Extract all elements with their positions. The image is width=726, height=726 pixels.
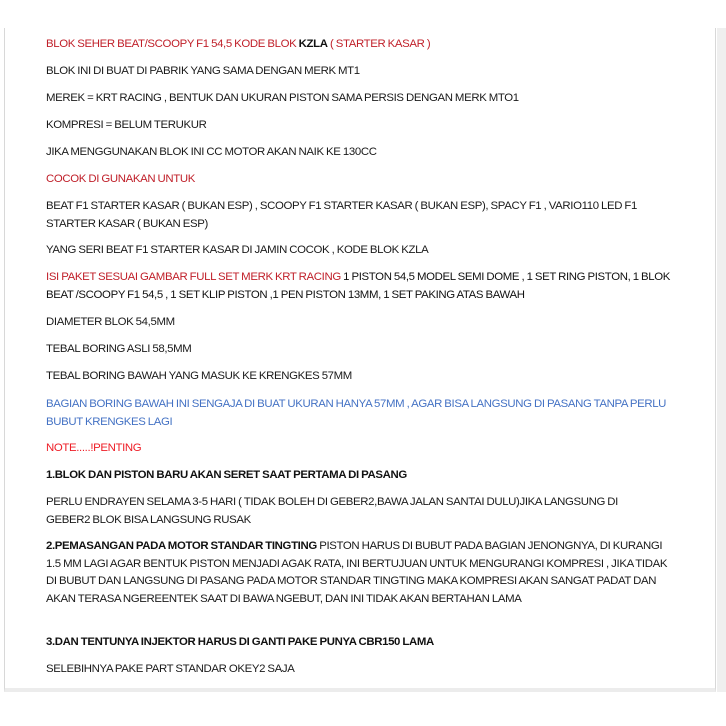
note-heading: NOTE.....!PENTING bbox=[46, 442, 142, 454]
note3-heading: 3.DAN TENTUNYA INJEKTOR HARUS DI GANTI PAKE PUNYA CBR150 LAMA bbox=[46, 636, 434, 648]
compression-line: KOMPRESI = BELUM TERUKUR bbox=[46, 119, 207, 131]
compatibility-guarantee: YANG SERI BEAT F1 STARTER KASAR DI JAMIN COCOK , KODE BLOK KZLA bbox=[46, 244, 429, 256]
boring-note: BAGIAN BORING BAWAH INI SENGAJA DI BUAT UKURAN HANYA 57MM , AGAR BISA LANGSUNG DI PASANG TANPA PERLU BUBUT KRENGKES LAGI bbox=[46, 398, 667, 428]
title-suffix: ( STARTER KASAR ) bbox=[327, 38, 431, 50]
package-items: 1 PISTON 54,5 MODEL SEMI DOME , 1 SET RING PISTON, 1 BLOK BEAT /SCOOPY F1 54,5 , 1 SET KLIP PISTON ,1 PEN PISTON 13MM, 1 SET PAKING ATAS BAWAH bbox=[46, 271, 671, 301]
closing-line: SELEBIHNYA PAKE PART STANDAR OKEY2 SAJA bbox=[46, 663, 295, 675]
spec-boring-lower: TEBAL BORING BAWAH YANG MASUK KE KRENGKES 57MM bbox=[46, 370, 352, 382]
package-contents bbox=[46, 269, 671, 304]
compatibility-heading: COCOK DI GUNAKAN UNTUK bbox=[46, 173, 196, 185]
right-gutter bbox=[717, 28, 726, 692]
factory-line: BLOK INI DI BUAT DI PABRIK YANG SAMA DENGAN MERK MT1 bbox=[46, 65, 360, 77]
note2-body: PISTON HARUS DI BUBUT PADA BAGIAN JENONGNYA, DI KURANGI 1.5 MM LAGI AGAR BENTUK PISTON MENJADI AGAK RATA, INI BERTUJUAN UNTUK MENGURANGI KOMPRESI , JIKA TIDAK DI BUBUT DAN LANGSUNG DI PASANG PADA MOTOR STANDAR TINGTING MAKA KOMPRESI AKAN SANGAT PADAT DAN AKAN TERASA NGEREENTEK SAAT DI BAWA NGEBUT, DAN INI TIDAK AKAN BERTAHAN LAMA bbox=[46, 540, 668, 605]
brand-line: MEREK = KRT RACING , BENTUK DAN UKURAN PISTON SAMA PERSIS DENGAN MERK MTO1 bbox=[46, 92, 519, 104]
note2 bbox=[46, 538, 676, 608]
package-label: ISI PAKET SESUAI GAMBAR FULL SET MERK KRT RACING bbox=[46, 271, 341, 283]
spec-boring-original: TEBAL BORING ASLI 58,5MM bbox=[46, 343, 192, 355]
title-text: BLOK SEHER BEAT/SCOOPY F1 54,5 KODE BLOK bbox=[46, 38, 299, 50]
spec-diameter: DIAMETER BLOK 54,5MM bbox=[46, 316, 175, 328]
note2-heading: 2.PEMASANGAN PADA MOTOR STANDAR TINGTING bbox=[46, 540, 317, 552]
note1-body: PERLU ENDRAYEN SELAMA 3-5 HARI ( TIDAK BOLEH DI GEBER2,BAWA JALAN SANTAI DULU)JIKA LANGSUNG DI GEBER2 BLOK BISA LANGSUNG RUSAK bbox=[46, 496, 618, 526]
product-title bbox=[46, 36, 676, 54]
block-code: KZLA bbox=[298, 38, 328, 50]
note1-heading: 1.BLOK DAN PISTON BARU AKAN SERET SAAT PERTAMA DI PASANG bbox=[46, 469, 407, 481]
cc-line: JIKA MENGGUNAKAN BLOK INI CC MOTOR AKAN NAIK KE 130CC bbox=[46, 146, 377, 158]
compatibility-list: BEAT F1 STARTER KASAR ( BUKAN ESP) , SCOOPY F1 STARTER KASAR ( BUKAN ESP), SPACY F1 , VARIO110 LED F1 STARTER KASAR ( BUKAN ESP) bbox=[46, 200, 638, 230]
